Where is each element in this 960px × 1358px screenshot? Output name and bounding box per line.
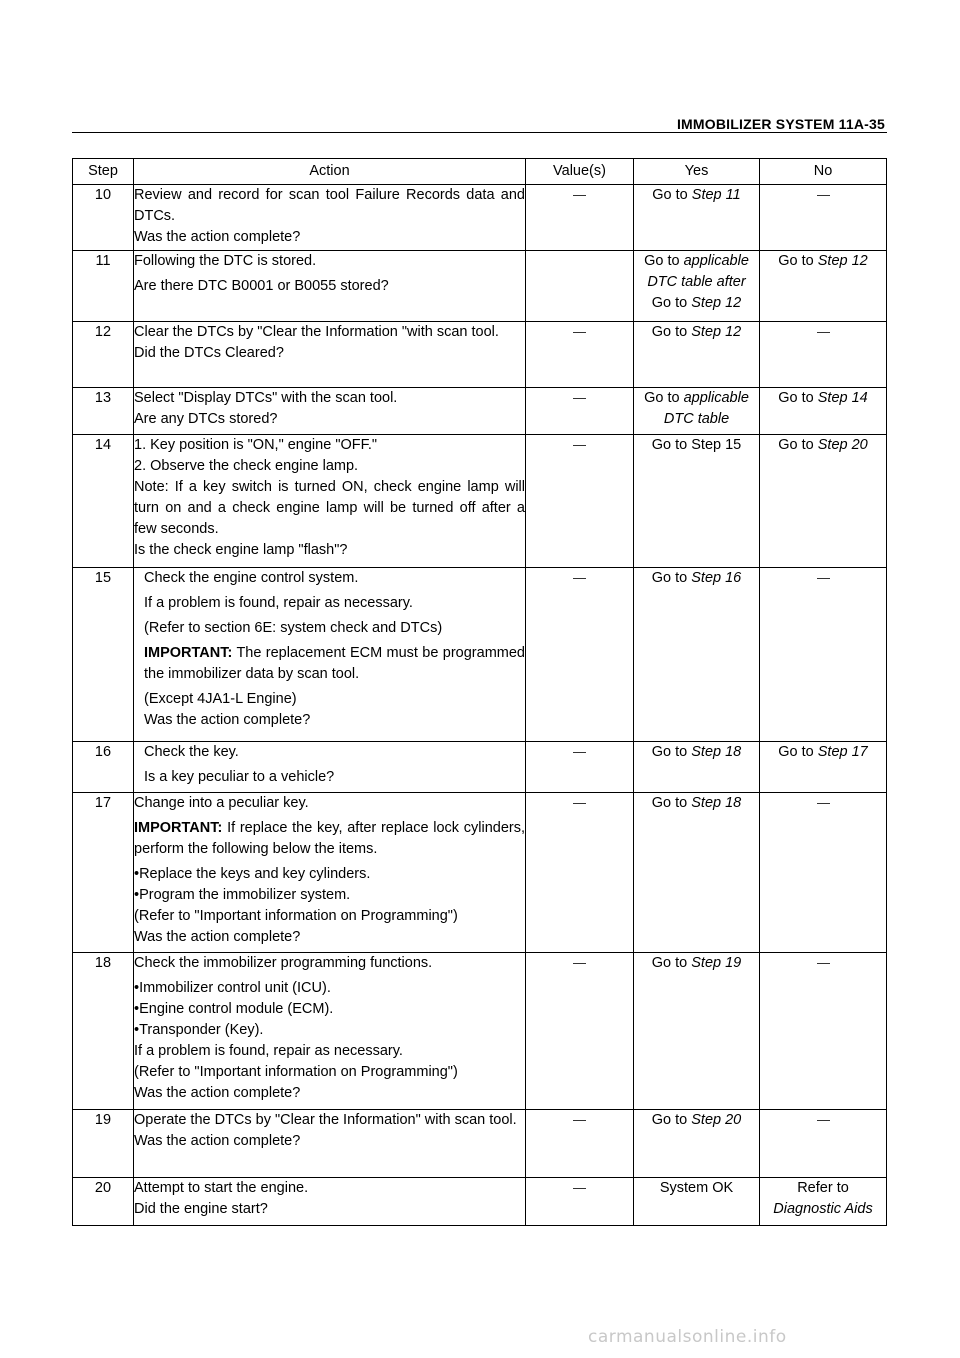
value-cell bbox=[526, 742, 634, 793]
no-cell bbox=[760, 793, 887, 953]
action-text: If a problem is found, repair as necessary. bbox=[144, 595, 413, 611]
table-row bbox=[73, 953, 887, 1110]
table-row bbox=[73, 568, 887, 742]
action-question: Was the action complete? bbox=[134, 229, 301, 245]
table-header-row bbox=[73, 159, 887, 185]
important-text: The replacement ECM must be programmed the immobilizer data by scan tool. bbox=[144, 645, 525, 682]
yes-link-text: Step 18 bbox=[691, 795, 742, 811]
value-cell bbox=[526, 322, 634, 388]
action-text: Change into a peculiar key. bbox=[134, 795, 309, 811]
action-note: Note: If a key switch is turned ON, check engine lamp will turn on and a check engine lamp will be turned off after a few seconds. bbox=[134, 479, 525, 537]
yes-text: Go to bbox=[651, 744, 692, 760]
action-text: Following the DTC is stored. bbox=[134, 253, 317, 269]
dash-mark bbox=[817, 963, 830, 964]
action-cell bbox=[134, 742, 526, 793]
dash-mark bbox=[817, 803, 830, 804]
important-text: If replace the key, after replace lock cylinders, perform the following below the items. bbox=[134, 820, 525, 857]
yes-cell bbox=[634, 568, 760, 742]
no-text: Go to bbox=[778, 437, 818, 453]
action-question: Are there DTC B0001 or B0055 stored? bbox=[134, 278, 389, 294]
action-text: 2. Observe the check engine lamp. bbox=[134, 458, 359, 474]
action-cell bbox=[134, 251, 526, 322]
yes-link-text: DTC table bbox=[663, 411, 730, 427]
step-number: 14 bbox=[73, 435, 134, 568]
dash-mark bbox=[817, 1120, 830, 1121]
dash-mark bbox=[573, 398, 586, 399]
yes-link-text: Step 18 bbox=[691, 744, 742, 760]
dash-mark bbox=[573, 445, 586, 446]
bullet-item: • Transponder (Key). bbox=[134, 1020, 525, 1041]
column-header-no: No bbox=[760, 159, 887, 185]
yes-cell bbox=[634, 953, 760, 1110]
bullet-item: • Immobilizer control unit (ICU). bbox=[134, 978, 525, 999]
step-number: 11 bbox=[73, 251, 134, 322]
value-cell bbox=[526, 388, 634, 435]
yes-cell: System OK bbox=[634, 1178, 760, 1226]
action-text: Check the engine control system. bbox=[144, 570, 359, 586]
table-row bbox=[73, 793, 887, 953]
no-link-text: Step 12 bbox=[817, 253, 868, 269]
dash-mark bbox=[573, 1188, 586, 1189]
yes-text: Go to bbox=[651, 324, 692, 340]
action-cell bbox=[134, 322, 526, 388]
step-number: 10 bbox=[73, 185, 134, 251]
action-text: (Refer to section 6E: system check and DTCs) bbox=[144, 620, 443, 636]
yes-cell bbox=[634, 185, 760, 251]
action-text: Select "Display DTCs" with the scan tool. bbox=[134, 390, 398, 406]
yes-cell bbox=[634, 388, 760, 435]
action-text: Clear the DTCs by "Clear the Information "with scan tool. bbox=[134, 324, 499, 340]
no-text: Go to bbox=[778, 390, 818, 406]
step-number: 15 bbox=[73, 568, 134, 742]
dash-mark bbox=[573, 803, 586, 804]
important-note bbox=[144, 643, 525, 685]
no-link-text: Step 20 bbox=[817, 437, 868, 453]
diagnostic-table bbox=[72, 158, 887, 1226]
yes-cell: Go to Step 15 bbox=[634, 435, 760, 568]
step-number: 12 bbox=[73, 322, 134, 388]
page-header bbox=[72, 116, 887, 133]
step-number: 19 bbox=[73, 1110, 134, 1178]
yes-link-text: Step 20 bbox=[691, 1112, 742, 1128]
dash-mark bbox=[573, 332, 586, 333]
table-row bbox=[73, 1178, 887, 1226]
action-cell bbox=[134, 185, 526, 251]
action-cell bbox=[134, 953, 526, 1110]
no-link-text: Step 14 bbox=[817, 390, 868, 406]
yes-link-text: applicable bbox=[683, 390, 749, 406]
watermark: carmanualsonline.info bbox=[588, 1327, 787, 1347]
value-cell bbox=[526, 953, 634, 1110]
bullet-item: • Engine control module (ECM). bbox=[134, 999, 525, 1020]
page-title: IMMOBILIZER SYSTEM 11A-35 bbox=[676, 116, 885, 132]
action-text: Review and record for scan tool Failure Records data and DTCs. bbox=[134, 187, 525, 224]
no-cell bbox=[760, 1110, 887, 1178]
value-cell bbox=[526, 1178, 634, 1226]
table-row bbox=[73, 322, 887, 388]
important-label: IMPORTANT: bbox=[134, 820, 223, 836]
action-question: Did the engine start? bbox=[134, 1201, 268, 1217]
table-row bbox=[73, 742, 887, 793]
yes-cell bbox=[634, 1110, 760, 1178]
action-question: Are any DTCs stored? bbox=[134, 411, 278, 427]
important-label: IMPORTANT: bbox=[144, 645, 233, 661]
action-text: If a problem is found, repair as necessary. bbox=[134, 1043, 403, 1059]
no-text: Go to bbox=[778, 744, 818, 760]
yes-text: Go to bbox=[651, 570, 692, 586]
step-number: 18 bbox=[73, 953, 134, 1110]
yes-text: Go to bbox=[651, 955, 692, 971]
action-text: Check the immobilizer programming functions. bbox=[134, 955, 433, 971]
action-text: (Refer to "Important information on Programming") bbox=[134, 1064, 458, 1080]
yes-cell bbox=[634, 742, 760, 793]
no-cell bbox=[760, 185, 887, 251]
yes-text: Go to bbox=[651, 795, 692, 811]
no-cell bbox=[760, 322, 887, 388]
action-question: Did the DTCs Cleared? bbox=[134, 345, 284, 361]
action-text: Attempt to start the engine. bbox=[134, 1180, 309, 1196]
no-cell bbox=[760, 251, 887, 322]
table-row bbox=[73, 435, 887, 568]
no-cell bbox=[760, 388, 887, 435]
column-header-yes: Yes bbox=[634, 159, 760, 185]
no-link-text: Step 17 bbox=[817, 744, 868, 760]
value-cell bbox=[526, 185, 634, 251]
value-cell bbox=[526, 568, 634, 742]
no-cell bbox=[760, 953, 887, 1110]
column-header-step: Step bbox=[73, 159, 134, 185]
value-cell bbox=[526, 793, 634, 953]
dash-mark bbox=[573, 578, 586, 579]
yes-text: Go to bbox=[644, 253, 684, 269]
no-cell bbox=[760, 568, 887, 742]
value-cell bbox=[526, 1110, 634, 1178]
yes-link-text: Step 16 bbox=[691, 570, 742, 586]
action-question: Was the action complete? bbox=[134, 1085, 301, 1101]
important-note bbox=[134, 818, 525, 860]
action-cell bbox=[134, 435, 526, 568]
action-question: Was the action complete? bbox=[134, 1133, 301, 1149]
table-row bbox=[73, 388, 887, 435]
step-number: 16 bbox=[73, 742, 134, 793]
yes-link-text: Step 19 bbox=[691, 955, 742, 971]
bullet-item: • Program the immobilizer system. bbox=[134, 885, 525, 906]
yes-text: Go to bbox=[652, 187, 692, 203]
value-cell bbox=[526, 435, 634, 568]
yes-link-text: Step 12 bbox=[691, 324, 742, 340]
no-text: Refer to bbox=[797, 1180, 849, 1196]
action-cell bbox=[134, 568, 526, 742]
table-row bbox=[73, 251, 887, 322]
dash-mark bbox=[817, 332, 830, 333]
table-row bbox=[73, 1110, 887, 1178]
action-text: (Refer to "Important information on Programming") bbox=[134, 908, 458, 924]
yes-link-text: Step 12 bbox=[691, 295, 742, 311]
dash-mark bbox=[817, 578, 830, 579]
action-question: Is the check engine lamp "flash"? bbox=[134, 542, 348, 558]
action-cell bbox=[134, 1178, 526, 1226]
action-cell bbox=[134, 1110, 526, 1178]
action-cell bbox=[134, 793, 526, 953]
action-text: 1. Key position is "ON," engine "OFF." bbox=[134, 437, 378, 453]
step-number: 17 bbox=[73, 793, 134, 953]
yes-text: Go to bbox=[644, 390, 684, 406]
action-cell bbox=[134, 388, 526, 435]
no-cell bbox=[760, 435, 887, 568]
column-header-action: Action bbox=[134, 159, 526, 185]
no-link-text: Diagnostic Aids bbox=[773, 1201, 873, 1217]
yes-cell bbox=[634, 251, 760, 322]
dash-mark bbox=[817, 195, 830, 196]
action-text: Operate the DTCs by "Clear the Information" with scan tool. bbox=[134, 1112, 517, 1128]
yes-cell bbox=[634, 322, 760, 388]
yes-text: Go to bbox=[651, 1112, 692, 1128]
dash-mark bbox=[573, 963, 586, 964]
no-text: Go to bbox=[778, 253, 818, 269]
dash-mark bbox=[573, 1120, 586, 1121]
action-question: Is a key peculiar to a vehicle? bbox=[144, 769, 335, 785]
action-question: Was the action complete? bbox=[134, 929, 301, 945]
dash-mark bbox=[573, 195, 586, 196]
no-cell bbox=[760, 1178, 887, 1226]
value-cell bbox=[526, 251, 634, 322]
yes-cell bbox=[634, 793, 760, 953]
action-text: (Except 4JA1-L Engine) bbox=[144, 691, 297, 707]
table-row bbox=[73, 185, 887, 251]
action-text: Check the key. bbox=[144, 744, 239, 760]
yes-text: Go to bbox=[651, 295, 692, 311]
step-number: 13 bbox=[73, 388, 134, 435]
column-header-values: Value(s) bbox=[526, 159, 634, 185]
dash-mark bbox=[573, 752, 586, 753]
bullet-item: • Replace the keys and key cylinders. bbox=[134, 864, 525, 885]
yes-link-text: Step 11 bbox=[691, 187, 741, 203]
action-question: Was the action complete? bbox=[144, 712, 311, 728]
yes-link-text: DTC table after bbox=[647, 274, 746, 290]
yes-link-text: applicable bbox=[683, 253, 749, 269]
step-number: 20 bbox=[73, 1178, 134, 1226]
no-cell bbox=[760, 742, 887, 793]
